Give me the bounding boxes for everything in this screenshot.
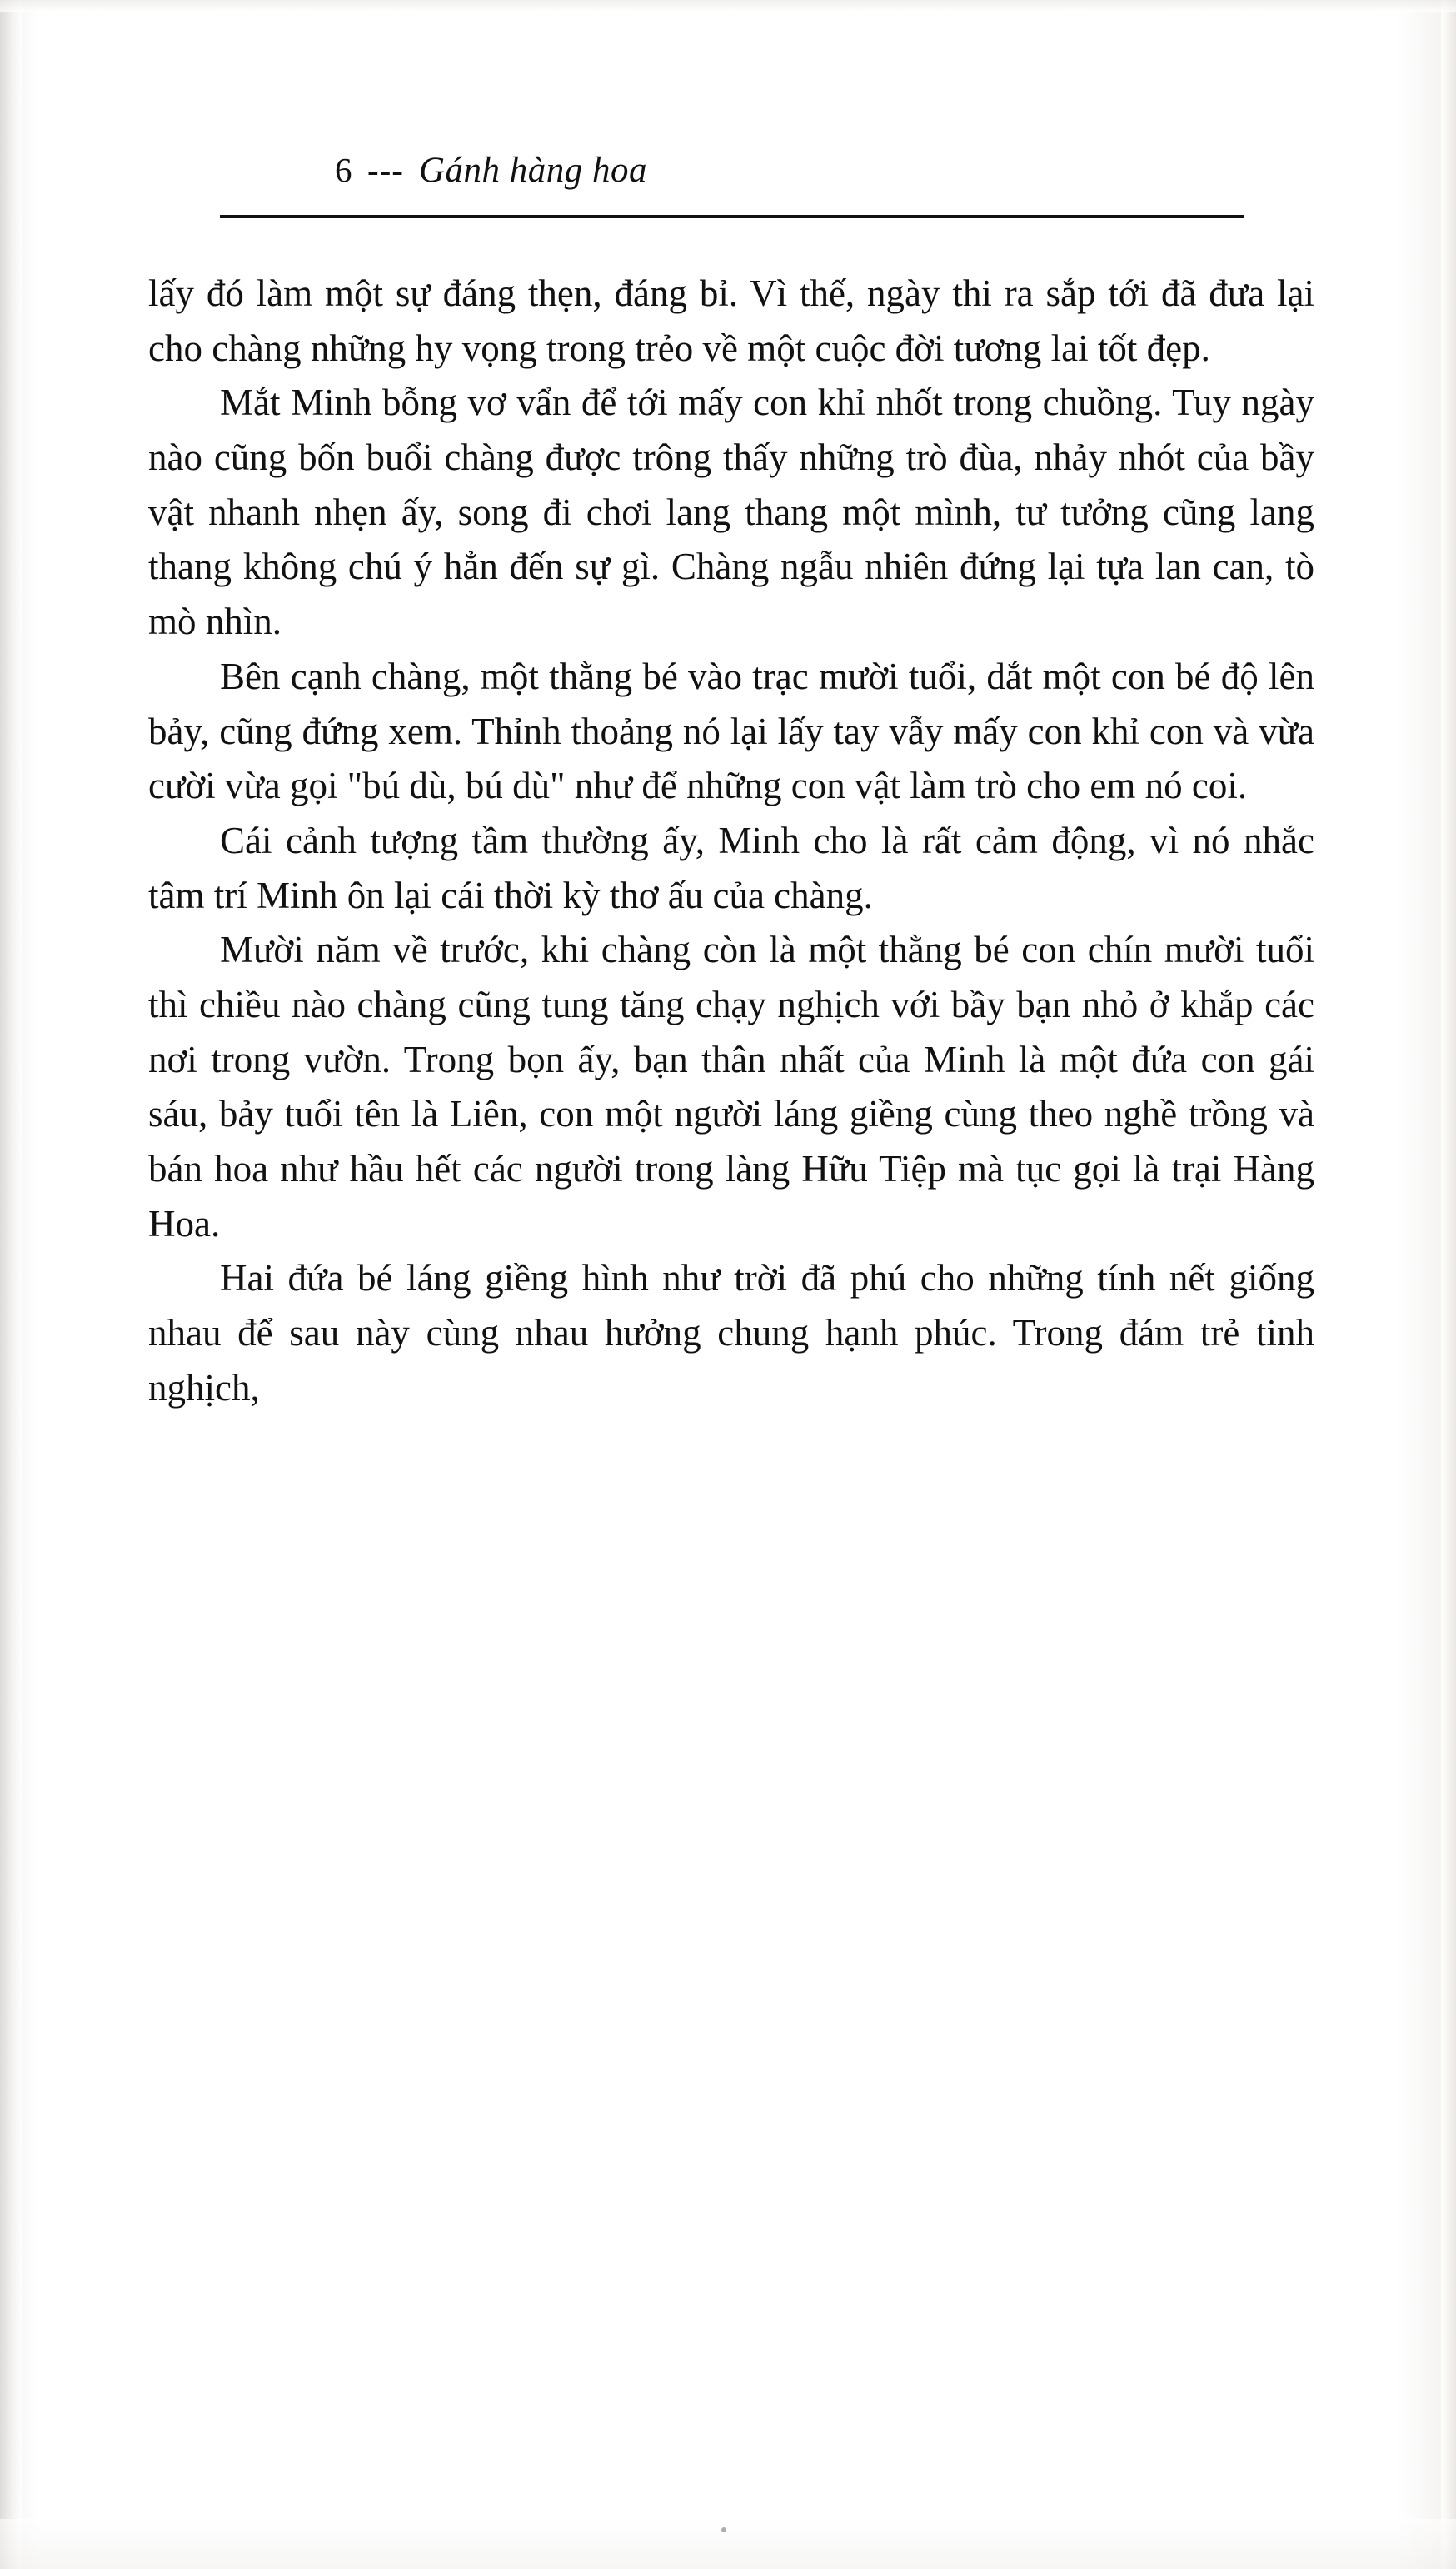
page-content (148, 150, 1398, 1415)
paragraph: Bên cạnh chàng, một thằng bé vào trạc mười tuổi, dắt một con bé độ lên bảy, cũng đứng xem. Thỉnh thoảng nó lại lấy tay vẫy mấy con khỉ con và vừa cười vừa gọi "bú dù, bú dù" như để những con vật làm trò cho em nó coi. (148, 655, 1314, 807)
book-title: Gánh hàng hoa (418, 151, 648, 190)
paragraph: Cái cảnh tượng tầm thường ấy, Minh cho là rất cảm động, vì nó nhắc tâm trí Minh ôn lại cái thời kỳ thơ ấu của chàng. (148, 819, 1314, 916)
scan-edge-right (1441, 0, 1456, 2569)
scan-edge-top (0, 0, 1456, 12)
body-text (148, 267, 1314, 1415)
running-head (187, 150, 1398, 230)
running-head-separator: --- (367, 151, 404, 189)
running-head-rule (220, 215, 1244, 218)
paragraph: Mắt Minh bỗng vơ vẩn để tới mấy con khỉ nhốt trong chuồng. Tuy ngày nào cũng bốn buổi chàng được trông thấy những trò đùa, nhảy nhót của bầy vật nhanh nhẹn ấy, song đi chơi lang thang một mình, tư tưởng cũng lang thang không chú ý hẳn đến sự gì. Chàng ngẫu nhiên đứng lại tựa lan can, tò mò nhìn. (148, 382, 1314, 643)
paragraph: lấy đó làm một sự đáng thẹn, đáng bỉ. Vì thế, ngày thi ra sắp tới đã đưa lại cho chàng những hy vọng trong trẻo về một cuộc đời tương lai tốt đẹp. (148, 272, 1314, 369)
paragraph: Hai đứa bé láng giềng hình như trời đã phú cho những tính nết giống nhau để sau này cùng nhau hưởng chung hạnh phúc. Trong đám trẻ tinh nghịch, (148, 1257, 1314, 1409)
paragraph: Mười năm về trước, khi chàng còn là một thằng bé con chín mười tuổi thì chiều nào chàng cũng tung tăng chạy nghịch với bầy bạn nhỏ ở khắp các nơi trong vườn. Trong bọn ấy, bạn thân nhất của Minh là một đứa con gái sáu, bảy tuổi tên là Liên, con một người láng giềng cùng theo nghề trồng và bán hoa như hầu hết các người trong làng Hữu Tiệp mà tục gọi là trại Hàng Hoa. (148, 929, 1314, 1245)
page-number: 6 (335, 151, 352, 189)
page-bottom-mark (721, 2527, 726, 2532)
scan-edge-left (0, 0, 22, 2569)
page-bottom-shading (0, 2519, 1456, 2569)
